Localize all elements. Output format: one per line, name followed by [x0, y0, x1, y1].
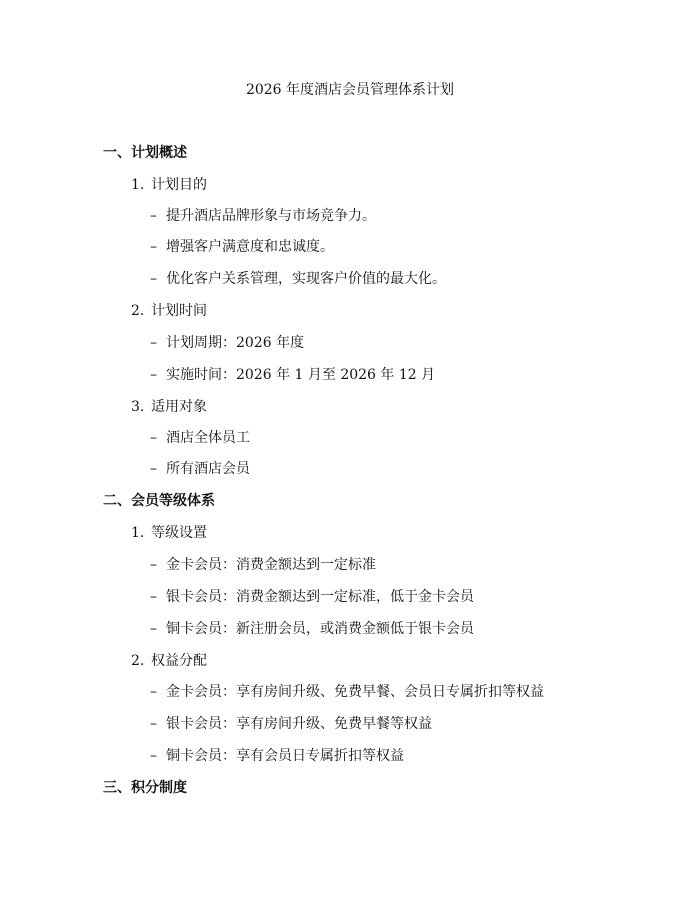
dash-marker: – — [150, 430, 157, 446]
dash-marker: – — [150, 589, 157, 605]
subsection-heading — [131, 397, 207, 417]
list-item-text: 提升酒店品牌形象与市场竞争力。 — [166, 208, 376, 224]
list-item-text: 铜卡会员：享有会员日专属折扣等权益 — [166, 748, 404, 764]
list-item-text: 增强客户满意度和忠诚度。 — [166, 239, 334, 255]
list-item-text: 优化客户关系管理，实现客户价值的最大化。 — [166, 271, 446, 287]
dash-marker: – — [150, 271, 157, 287]
dash-marker: – — [150, 621, 157, 637]
subsection-heading — [131, 175, 207, 195]
subsection-number: 2. — [131, 653, 145, 669]
subsection-title: 计划目的 — [151, 177, 207, 193]
dash-marker: – — [150, 208, 157, 224]
list-item-text: 计划周期：2026 年度 — [166, 335, 305, 351]
subsection-number: 1. — [131, 177, 145, 193]
dash-marker: – — [150, 461, 157, 477]
list-item — [150, 714, 432, 734]
list-item — [150, 682, 544, 702]
subsection-heading — [131, 523, 207, 543]
list-item — [150, 237, 334, 257]
list-item-text: 银卡会员：消费金额达到一定标准，低于金卡会员 — [166, 589, 474, 605]
subsection-number: 1. — [131, 525, 145, 541]
section-heading: 一、计划概述 — [103, 145, 187, 161]
list-item-text: 金卡会员：享有房间升级、免费早餐、会员日专属折扣等权益 — [166, 684, 544, 700]
list-item — [150, 555, 376, 575]
list-item — [150, 619, 474, 639]
list-item — [150, 587, 474, 607]
dash-marker: – — [150, 239, 157, 255]
dash-marker: – — [150, 716, 157, 732]
list-item-text: 银卡会员：享有房间升级、免费早餐等权益 — [166, 716, 432, 732]
list-item — [150, 333, 304, 353]
dash-marker: – — [150, 367, 157, 383]
subsection-title: 权益分配 — [151, 653, 207, 669]
dash-marker: – — [150, 557, 157, 573]
list-item-text: 实施时间：2026 年 1 月至 2026 年 12 月 — [166, 367, 436, 383]
list-item — [150, 459, 250, 479]
list-item-text: 酒店全体员工 — [166, 430, 250, 446]
section-heading: 三、积分制度 — [103, 780, 187, 796]
dash-marker: – — [150, 748, 157, 764]
subsection-title: 适用对象 — [151, 399, 207, 415]
list-item-text: 所有酒店会员 — [166, 461, 250, 477]
document-title: 2026 年度酒店会员管理体系计划 — [245, 82, 455, 98]
list-item-text: 金卡会员：消费金额达到一定标准 — [166, 557, 376, 573]
subsection-title: 等级设置 — [151, 525, 207, 541]
subsection-heading — [131, 651, 207, 671]
list-item — [150, 269, 446, 289]
subsection-number: 2. — [131, 303, 145, 319]
subsection-heading — [131, 301, 207, 321]
list-item — [150, 365, 435, 385]
list-item — [150, 428, 250, 448]
dash-marker: – — [150, 335, 157, 351]
subsection-number: 3. — [131, 399, 145, 415]
section-heading: 二、会员等级体系 — [103, 493, 215, 509]
dash-marker: – — [150, 684, 157, 700]
list-item — [150, 746, 404, 766]
subsection-title: 计划时间 — [151, 303, 207, 319]
list-item-text: 铜卡会员：新注册会员，或消费金额低于银卡会员 — [166, 621, 474, 637]
list-item — [150, 206, 376, 226]
